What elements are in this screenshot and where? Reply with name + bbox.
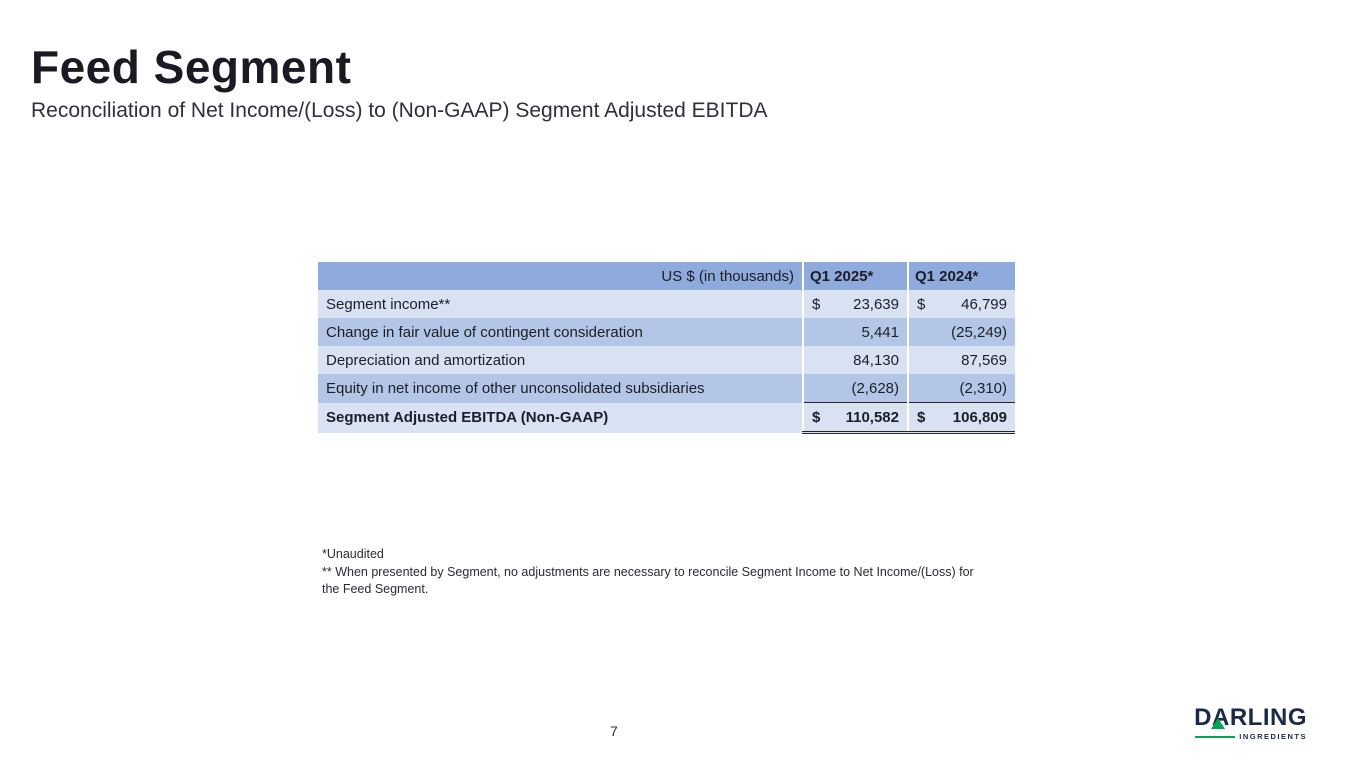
row-value-q1-2025: [803, 374, 908, 403]
row-amount: 5,441: [861, 323, 899, 341]
page-title: Feed Segment: [31, 41, 352, 93]
currency-symbol: $: [812, 295, 821, 313]
logo-wordmark: [1194, 706, 1307, 730]
reconciliation-table: [318, 262, 1015, 434]
table-header-row: [318, 262, 1015, 290]
row-value-q1-2025: [803, 403, 908, 433]
table-row: [318, 374, 1015, 403]
table-header-q1-2025: Q1 2025*: [803, 262, 908, 290]
table-row: [318, 346, 1015, 374]
logo-triangle-icon: [1211, 718, 1225, 729]
table-header-q1-2024: Q1 2024*: [908, 262, 1015, 290]
row-amount: (25,249): [951, 323, 1007, 341]
row-value-q1-2024: [908, 290, 1015, 318]
footnote-segment-note: ** When presented by Segment, no adjustments are necessary to reconcile Segment Income to Net Income/(Loss) for the Feed Segment.: [322, 564, 974, 596]
row-amount: 46,799: [961, 295, 1007, 313]
table-header-units: US $ (in thousands): [318, 262, 803, 290]
currency-symbol: $: [917, 408, 926, 426]
row-amount: 106,809: [952, 408, 1007, 426]
footnotes: [322, 546, 982, 599]
darling-ingredients-logo: [1195, 706, 1307, 741]
row-label: Segment income**: [318, 290, 803, 318]
logo-subrow: [1195, 732, 1307, 741]
row-value-q1-2024: [908, 346, 1015, 374]
logo-subtext: INGREDIENTS: [1239, 732, 1307, 741]
row-value-q1-2024: [908, 403, 1015, 433]
logo-wordmark-text: DARLING: [1194, 704, 1307, 731]
row-amount: 87,569: [961, 351, 1007, 369]
footnote-unaudited: *Unaudited: [322, 547, 384, 561]
logo-green-rule: [1195, 736, 1235, 738]
row-amount: 84,130: [853, 351, 899, 369]
row-amount: (2,628): [851, 379, 899, 397]
row-value-q1-2024: [908, 374, 1015, 403]
row-amount: (2,310): [959, 379, 1007, 397]
row-label: Equity in net income of other unconsolidated subsidiaries: [318, 374, 803, 403]
row-label: Depreciation and amortization: [318, 346, 803, 374]
row-label: Segment Adjusted EBITDA (Non-GAAP): [318, 403, 803, 433]
row-label: Change in fair value of contingent consideration: [318, 318, 803, 346]
page-subtitle: Reconciliation of Net Income/(Loss) to (Non-GAAP) Segment Adjusted EBITDA: [31, 99, 768, 122]
row-value-q1-2024: [908, 318, 1015, 346]
currency-symbol: $: [812, 408, 821, 426]
row-amount: 110,582: [845, 408, 899, 426]
table-row: [318, 318, 1015, 346]
currency-symbol: $: [917, 295, 926, 313]
table-row: [318, 290, 1015, 318]
row-value-q1-2025: [803, 318, 908, 346]
page-number: 7: [610, 723, 618, 739]
table-total-row: [318, 403, 1015, 433]
row-value-q1-2025: [803, 290, 908, 318]
row-amount: 23,639: [853, 295, 899, 313]
row-value-q1-2025: [803, 346, 908, 374]
